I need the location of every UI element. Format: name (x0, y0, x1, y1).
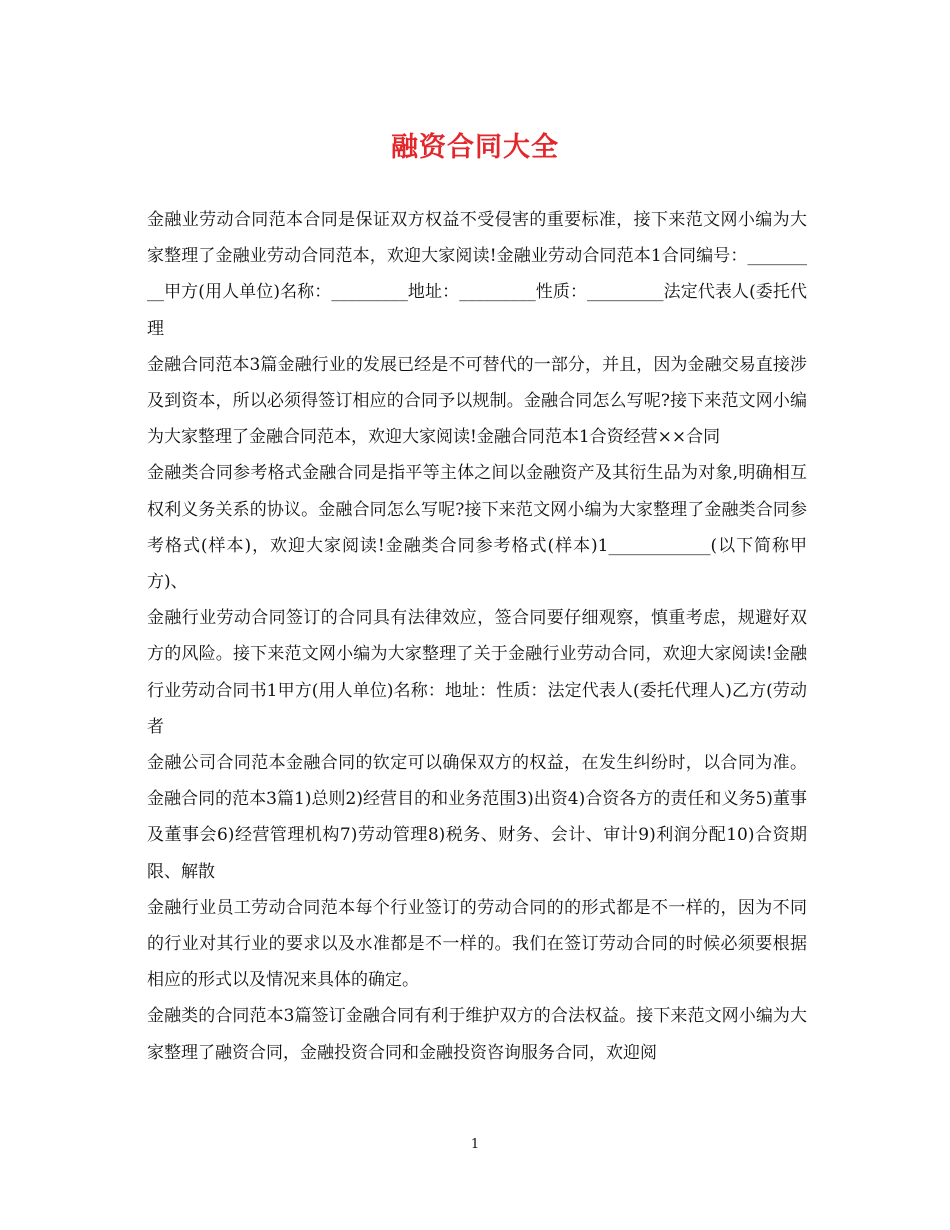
paragraph-1: 金融业劳动合同范本合同是保证双方权益不受侵害的重要标准，接下来范文网小编为大家整理了金融业劳动合同范本，欢迎大家阅读!金融业劳动合同范本1合同编号：_________甲方(用人单位)名称：_________地址：_________性质：_________法定代表人(委托代理 (147, 210, 807, 339)
paragraph-7: 金融类的合同范本3篇签订金融合同有利于维护双方的合法权益。接下来范文网小编为大家整理了融资合同，金融投资合同和金融投资咨询服务合同，欢迎阅 (147, 1006, 807, 1063)
paragraph-3: 金融类合同参考格式金融合同是指平等主体之间以金融资产及其衍生品为对象,明确相互权利义务关系的协议。金融合同怎么写呢?接下来范文网小编为大家整理了金融类合同参考格式(样本)，欢迎大家阅读!金融类合同参考格式(样本)1____________(以下简称甲方)、 (147, 463, 807, 593)
document-title: 融资合同大全 (391, 132, 559, 163)
paragraph-2: 金融合同范本3篇金融行业的发展已经是不可替代的一部分，并且，因为金融交易直接涉及到资本，所以必须得签订相应的合同予以规制。金融合同怎么写呢?接下来范文网小编为大家整理了金融合同范本，欢迎大家阅读!金融合同范本1合资经营××合同 (147, 354, 807, 448)
page-number: 1 (470, 1137, 480, 1152)
paragraph-4: 金融行业劳动合同签订的合同具有法律效应，签合同要仔细观察，慎重考虑，规避好双方的风险。接下来范文网小编为大家整理了关于金融行业劳动合同，欢迎大家阅读!金融行业劳动合同书1甲方(用人单位)名称：地址：性质：法定代表人(委托代理人)乙方(劳动者 (147, 608, 807, 737)
paragraph-5: 金融公司合同范本金融合同的钦定可以确保双方的权益，在发生纠纷时，以合同为准。金融合同的范本3篇1)总则2)经营目的和业务范围3)出资4)合资各方的责任和义务5)董事及董事会6)经营管理机构7)劳动管理8)税务、财务、会计、审计9)利润分配10)合资期限、解散 (147, 753, 807, 882)
paragraph-6: 金融行业员工劳动合同范本每个行业签订的劳动合同的的形式都是不一样的，因为不同的行业对其行业的要求以及水准都是不一样的。我们在签订劳动合同的时候必须要根据相应的形式以及情况来具体的确定。 (147, 897, 807, 991)
document-body (147, 202, 807, 1071)
